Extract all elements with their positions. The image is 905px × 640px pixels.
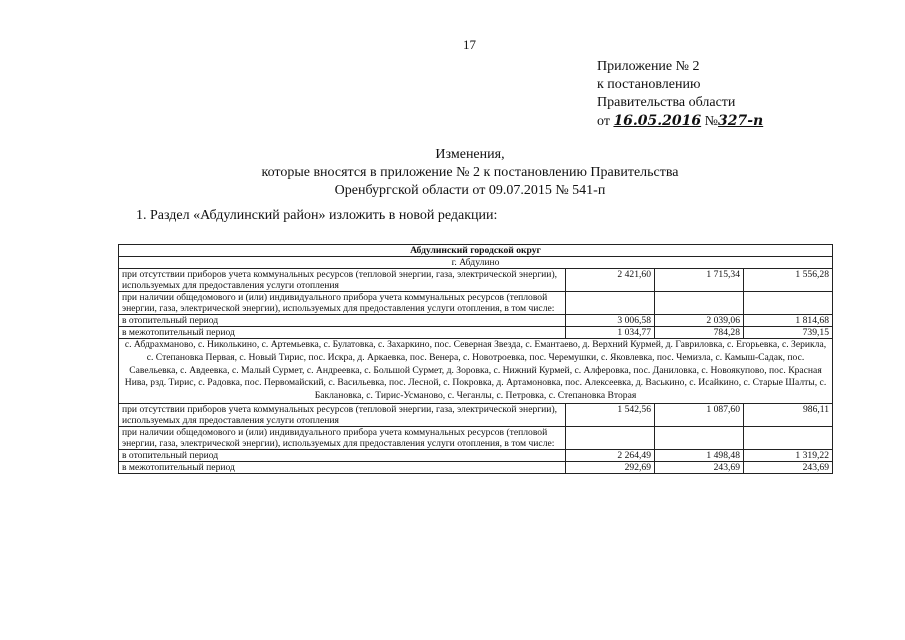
row-value: 292,69 [566, 461, 655, 473]
table-row [119, 449, 833, 461]
title-line-2: которые вносятся в приложение № 2 к постановлению Правительства [261, 165, 679, 180]
appendix-line-2: к постановлению [597, 77, 701, 92]
handwritten-date: 16.05.2016 [613, 113, 702, 129]
number-prefix: № [704, 114, 718, 129]
row-value-empty [566, 292, 655, 315]
table-row [119, 327, 833, 339]
district-header: Абдулинский городской округ [119, 245, 833, 257]
row-value: 784,28 [655, 327, 744, 339]
tariff-table [118, 244, 833, 474]
table-header-row [119, 245, 833, 257]
row-description: при наличии общедомового и (или) индивидуального прибора учета коммунальных ресурсов (тепловой энергии, газа, электрической энергии), используемых для предоставления услуги отопления, в том числе: [119, 292, 566, 315]
table-row [119, 292, 833, 315]
row-value: 1 319,22 [744, 449, 833, 461]
row-value: 986,11 [744, 403, 833, 426]
row-description: в межотопительный период [119, 327, 566, 339]
page-number: 17 [463, 37, 476, 52]
row-value: 1 715,34 [655, 269, 744, 292]
row-description: в межотопительный период [119, 461, 566, 473]
row-value: 2 421,60 [566, 269, 655, 292]
row-value-empty [744, 292, 833, 315]
row-value-empty [744, 426, 833, 449]
row-value: 2 039,06 [655, 315, 744, 327]
table-row [119, 269, 833, 292]
table-row [119, 315, 833, 327]
table-row [119, 426, 833, 449]
row-description: при наличии общедомового и (или) индивидуального прибора учета коммунальных ресурсов (тепловой энергии, газа, электрической энергии), используемых для предоставления услуги отопления, в том числе: [119, 426, 566, 449]
city-name: г. Абдулино [119, 257, 833, 269]
table-city-row [119, 257, 833, 269]
row-value-empty [566, 426, 655, 449]
row-value: 1 498,48 [655, 449, 744, 461]
row-value: 1 034,77 [566, 327, 655, 339]
table-row [119, 461, 833, 473]
row-value-empty [655, 292, 744, 315]
row-value: 739,15 [744, 327, 833, 339]
row-description: при отсутствии приборов учета коммунальных ресурсов (тепловой энергии, газа, электрической энергии), используемых для предоставления услуги отопления [119, 269, 566, 292]
handwritten-number: 327-п [717, 113, 764, 129]
villages-list: с. Абдрахманово, с. Николькино, с. Артемьевка, с. Булатовка, с. Захаркино, пос. Северная Звезда, с. Емантаево, д. Верхний Курмей, д. Гавриловка, с. Егорьевка, с. Зерикла, с. Степановка Первая, с. Новый Тирис, пос. Искра, д. Аркаевка, пос. Венера, с. Новотроевка, пос. Черемушки, с. Яковлевка, пос. Чемизла, с. Камыш-Садак, пос. Савельевка, с. Авдеевка, с. Малый Сурмет, с. Андреевка, с. Большой Сурмет, д. Зоровка, с. Нижний Курмей, с. Алферовка, пос. Даниловка, с. Новоякупово, пос. Красная Нива, рзд. Тирис, с. Радовка, пос. Первомайский, с. Васильевка, пос. Лесной, с. Покровка, д. Артамоновка, пос. Алексеевка, д. Васькино, с. Исайкино, с. Старые Шалты, с. Баклановка, с. Тирис-Усманово, с. Чеганлы, с. Петровка, с. Степановка Вторая [119, 339, 833, 404]
row-description: в отопительный период [119, 449, 566, 461]
row-value: 243,69 [744, 461, 833, 473]
row-value: 1 542,56 [566, 403, 655, 426]
title-line-1: Изменения, [435, 147, 505, 162]
table-villages-row [119, 339, 833, 404]
row-value: 3 006,58 [566, 315, 655, 327]
row-description: в отопительный период [119, 315, 566, 327]
appendix-date-line [597, 112, 763, 131]
row-value: 1 814,68 [744, 315, 833, 327]
title-line-3: Оренбургской области от 09.07.2015 № 541-п [334, 183, 606, 198]
row-value: 1 087,60 [655, 403, 744, 426]
row-value: 243,69 [655, 461, 744, 473]
date-prefix: от [597, 114, 610, 129]
section-heading: 1. Раздел «Абдулинский район» изложить в новой редакции: [136, 208, 498, 223]
row-value-empty [655, 426, 744, 449]
document-title [150, 146, 790, 200]
appendix-line-1: Приложение № 2 [597, 59, 700, 74]
table-row [119, 403, 833, 426]
appendix-line-3: Правительства области [597, 95, 736, 110]
row-value: 2 264,49 [566, 449, 655, 461]
row-value: 1 556,28 [744, 269, 833, 292]
appendix-block [597, 58, 763, 131]
row-description: при отсутствии приборов учета коммунальных ресурсов (тепловой энергии, газа, электрической энергии), используемых для предоставления услуги отопления [119, 403, 566, 426]
